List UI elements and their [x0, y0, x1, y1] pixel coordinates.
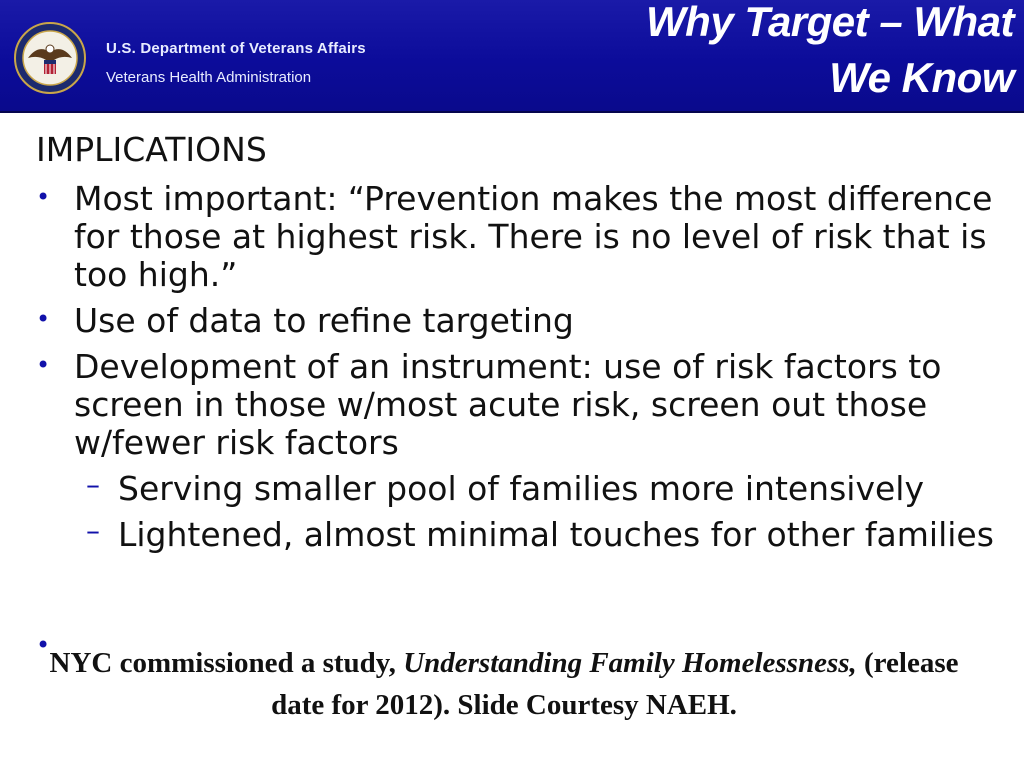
bullet-item: [36, 302, 996, 340]
bullet-item: [36, 180, 996, 294]
va-seal-icon: [14, 22, 86, 94]
section-heading: IMPLICATIONS: [36, 130, 267, 169]
bullet-text: Development of an instrument: use of risk factors to screen in those w/most acute risk, screen out those w/fewer risk factors: [74, 347, 942, 462]
bullet-dot-icon: •: [36, 305, 51, 333]
sub-bullet-item: [36, 516, 996, 554]
bullet-text: Most important: “Prevention makes the most difference for those at highest risk. There is no level of risk that is too high.”: [74, 179, 993, 294]
slide-title: [494, 0, 1014, 106]
bullet-text: Use of data to refine targeting: [74, 301, 574, 340]
org-subtitle: Veterans Health Administration: [106, 69, 312, 86]
bullet-dot-icon: •: [36, 351, 51, 379]
sub-bullet-item: [36, 470, 996, 508]
sub-bullet-dash-icon: –: [86, 514, 100, 547]
citation-text: [36, 642, 972, 726]
study-title: Understanding Family Homelessness,: [403, 647, 857, 679]
citation-part-3: (release date for 2012). Slide Courtesy NAEH.: [271, 647, 959, 721]
org-name: U.S. Department of Veterans Affairs: [106, 40, 366, 57]
sub-bullet-text: Serving smaller pool of families more intensively: [118, 469, 924, 508]
slide-title-line-1: Why Target – What: [646, 0, 1014, 45]
bullet-dot-icon: •: [36, 183, 51, 211]
slide-header-bar: [0, 0, 1024, 113]
slide-title-line-2: We Know: [829, 54, 1014, 101]
sub-bullet-text: Lightened, almost minimal touches for other families: [118, 515, 994, 554]
citation-part-1: NYC commissioned a study,: [49, 647, 404, 679]
sub-bullet-dash-icon: –: [86, 468, 100, 501]
bullet-item: [36, 348, 996, 462]
slide-body: [36, 128, 996, 554]
empty-bullet-dot-icon: •: [36, 631, 51, 659]
